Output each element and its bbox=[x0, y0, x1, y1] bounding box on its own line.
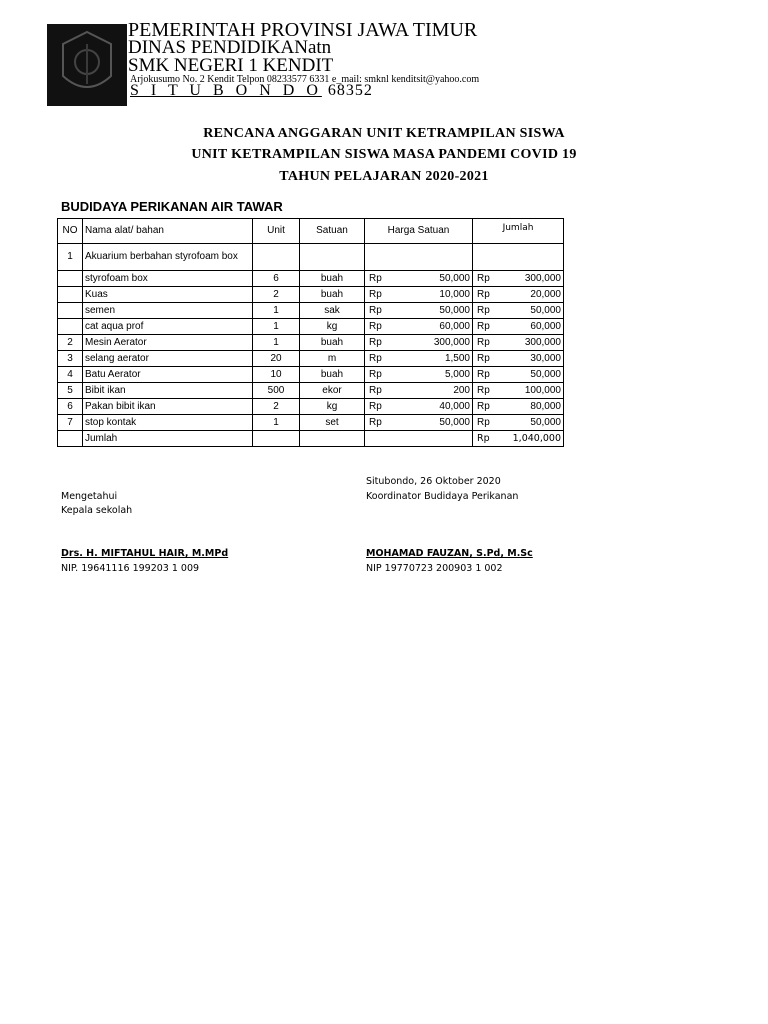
cell-no: 2 bbox=[58, 335, 83, 351]
cell-satuan: set bbox=[300, 415, 365, 431]
cell-harga bbox=[365, 271, 473, 287]
table-row bbox=[58, 351, 564, 367]
cell-jumlah bbox=[473, 351, 564, 367]
cell-jumlah bbox=[473, 287, 564, 303]
cell-unit: 6 bbox=[253, 271, 300, 287]
header-address: Arjokusumo No. 2 Kendit Telpon 08233577 6331 e_mail: smknl kenditsit@yahoo.com bbox=[130, 74, 480, 85]
header-government: PEMERINTAH PROVINSI JAWA TIMUR bbox=[128, 19, 478, 41]
jumlah-value: 80,000 bbox=[530, 400, 561, 412]
cell-jumlah bbox=[473, 415, 564, 431]
cell-no bbox=[58, 271, 83, 287]
cell-satuan: buah bbox=[300, 287, 365, 303]
cell-nama: styrofoam box bbox=[83, 271, 253, 287]
cell-harga bbox=[365, 244, 473, 271]
jumlah-value: 50,000 bbox=[530, 368, 561, 380]
document-title-3: TAHUN PELAJARAN 2020-2021 bbox=[279, 169, 489, 184]
cell-no: 4 bbox=[58, 367, 83, 383]
harga-value: 5,000 bbox=[444, 368, 470, 380]
total-label: Jumlah bbox=[83, 431, 253, 447]
cell-nama: Pakan bibit ikan bbox=[83, 399, 253, 415]
cell-nama: Kuas bbox=[83, 287, 253, 303]
cell-nama: Akuarium berbahan styrofoam box bbox=[83, 244, 253, 271]
header-harga: Harga Satuan bbox=[365, 219, 473, 244]
cell-harga bbox=[365, 319, 473, 335]
header-nama: Nama alat/ bahan bbox=[83, 219, 253, 244]
cell-nama: selang aerator bbox=[83, 351, 253, 367]
table-row bbox=[58, 319, 564, 335]
harga-value: 50,000 bbox=[439, 416, 470, 428]
header-city-line bbox=[130, 82, 373, 100]
cell-jumlah bbox=[473, 399, 564, 415]
left-label-2: Kepala sekolah bbox=[61, 505, 133, 516]
document-title-1: RENCANA ANGGARAN UNIT KETRAMPILAN SISWA bbox=[203, 126, 565, 141]
jumlah-value: 60,000 bbox=[530, 320, 561, 332]
harga-value: 50,000 bbox=[439, 272, 470, 284]
currency-label: Rp bbox=[369, 288, 382, 300]
place-date: Situbondo, 26 Oktober 2020 bbox=[366, 476, 501, 487]
harga-value: 50,000 bbox=[439, 304, 470, 316]
cell-jumlah bbox=[473, 303, 564, 319]
jumlah-value: 100,000 bbox=[524, 384, 561, 396]
section-title: BUDIDAYA PERIKANAN AIR TAWAR bbox=[61, 199, 283, 214]
table-row bbox=[58, 244, 564, 271]
currency-label: Rp bbox=[477, 368, 490, 380]
document-title-2: UNIT KETRAMPILAN SISWA MASA PANDEMI COVID 19 bbox=[191, 147, 577, 162]
harga-value: 1,500 bbox=[444, 352, 470, 364]
cell-harga bbox=[365, 351, 473, 367]
cell-no bbox=[58, 303, 83, 319]
cell-satuan: kg bbox=[300, 399, 365, 415]
currency-label: Rp bbox=[369, 416, 382, 428]
table-row bbox=[58, 303, 564, 319]
cell-no: 7 bbox=[58, 415, 83, 431]
jumlah-value: 30,000 bbox=[530, 352, 561, 364]
cell-satuan: sak bbox=[300, 303, 365, 319]
cell-jumlah bbox=[473, 335, 564, 351]
cell-satuan: kg bbox=[300, 319, 365, 335]
cell-harga bbox=[365, 287, 473, 303]
table-header-row bbox=[58, 219, 564, 244]
harga-value: 10,000 bbox=[439, 288, 470, 300]
right-label: Koordinator Budidaya Perikanan bbox=[366, 491, 519, 502]
currency-label: Rp bbox=[477, 336, 490, 348]
emblem-icon bbox=[47, 24, 127, 106]
cell-satuan bbox=[300, 244, 365, 271]
jumlah-value: 20,000 bbox=[530, 288, 561, 300]
currency-label: Rp bbox=[369, 304, 382, 316]
currency-label: Rp bbox=[477, 320, 490, 332]
header-zip: 68352 bbox=[327, 82, 373, 99]
currency-label: Rp bbox=[369, 320, 382, 332]
header-department: DINAS PENDIDIKANatn bbox=[128, 37, 332, 58]
cell-jumlah bbox=[473, 383, 564, 399]
cell-harga bbox=[365, 303, 473, 319]
header-city: S I T U B O N D O bbox=[130, 82, 322, 99]
header-satuan: Satuan bbox=[300, 219, 365, 244]
left-label-1: Mengetahui bbox=[61, 491, 118, 502]
jumlah-value: 50,000 bbox=[530, 304, 561, 316]
cell-harga bbox=[365, 367, 473, 383]
jumlah-value: 300,000 bbox=[524, 272, 561, 284]
right-signatory-name: MOHAMAD FAUZAN, S.Pd, M.Sc bbox=[366, 548, 533, 559]
currency-label: Rp bbox=[477, 272, 490, 284]
table-row bbox=[58, 383, 564, 399]
harga-value: 40,000 bbox=[439, 400, 470, 412]
currency-label: Rp bbox=[369, 352, 382, 364]
budget-table bbox=[57, 218, 564, 447]
currency-label: Rp bbox=[369, 384, 382, 396]
table-row bbox=[58, 287, 564, 303]
cell-unit: 2 bbox=[253, 399, 300, 415]
cell-no: 1 bbox=[58, 244, 83, 271]
cell-unit: 1 bbox=[253, 415, 300, 431]
currency-label: Rp bbox=[369, 336, 382, 348]
right-signatory-nip: NIP 19770723 200903 1 002 bbox=[366, 563, 503, 574]
header-unit: Unit bbox=[253, 219, 300, 244]
cell-nama: Mesin Aerator bbox=[83, 335, 253, 351]
cell-nama: Bibit ikan bbox=[83, 383, 253, 399]
cell-harga bbox=[365, 399, 473, 415]
cell-unit: 2 bbox=[253, 287, 300, 303]
cell-satuan: buah bbox=[300, 367, 365, 383]
cell-nama: stop kontak bbox=[83, 415, 253, 431]
cell-jumlah bbox=[473, 271, 564, 287]
cell-satuan: m bbox=[300, 351, 365, 367]
currency-label: Rp bbox=[477, 416, 490, 428]
currency-label: Rp bbox=[477, 288, 490, 300]
cell-harga bbox=[365, 415, 473, 431]
cell-no: 6 bbox=[58, 399, 83, 415]
table-row bbox=[58, 335, 564, 351]
total-value: 1,040,000 bbox=[512, 432, 561, 444]
header-jumlah: Jumlah bbox=[473, 219, 564, 244]
total-currency: Rp bbox=[477, 432, 490, 444]
currency-label: Rp bbox=[477, 304, 490, 316]
cell-nama: cat aqua prof bbox=[83, 319, 253, 335]
cell-nama: Batu Aerator bbox=[83, 367, 253, 383]
cell-unit: 500 bbox=[253, 383, 300, 399]
cell-harga bbox=[365, 335, 473, 351]
currency-label: Rp bbox=[369, 368, 382, 380]
cell-satuan: buah bbox=[300, 271, 365, 287]
table-total-row bbox=[58, 431, 564, 447]
cell-unit: 1 bbox=[253, 319, 300, 335]
jumlah-value: 50,000 bbox=[530, 416, 561, 428]
cell-harga bbox=[365, 383, 473, 399]
table-row bbox=[58, 415, 564, 431]
currency-label: Rp bbox=[477, 384, 490, 396]
cell-jumlah bbox=[473, 319, 564, 335]
header-school: SMK NEGERI 1 KENDIT bbox=[128, 55, 334, 76]
harga-value: 300,000 bbox=[433, 336, 470, 348]
harga-value: 200 bbox=[453, 384, 470, 396]
table-row bbox=[58, 367, 564, 383]
cell-no: 3 bbox=[58, 351, 83, 367]
cell-nama: semen bbox=[83, 303, 253, 319]
cell-satuan: buah bbox=[300, 335, 365, 351]
cell-jumlah bbox=[473, 244, 564, 271]
harga-value: 60,000 bbox=[439, 320, 470, 332]
table-row bbox=[58, 399, 564, 415]
left-signatory-nip: NIP. 19641116 199203 1 009 bbox=[61, 563, 200, 574]
cell-unit: 20 bbox=[253, 351, 300, 367]
cell-no bbox=[58, 319, 83, 335]
cell-unit bbox=[253, 244, 300, 271]
jumlah-value: 300,000 bbox=[524, 336, 561, 348]
left-signatory-name: Drs. H. MIFTAHUL HAIR, M.MPd bbox=[61, 548, 229, 559]
cell-no bbox=[58, 287, 83, 303]
currency-label: Rp bbox=[477, 352, 490, 364]
cell-unit: 1 bbox=[253, 303, 300, 319]
header-no: NO bbox=[58, 219, 83, 244]
currency-label: Rp bbox=[477, 400, 490, 412]
cell-unit: 10 bbox=[253, 367, 300, 383]
cell-satuan: ekor bbox=[300, 383, 365, 399]
currency-label: Rp bbox=[369, 400, 382, 412]
currency-label: Rp bbox=[369, 272, 382, 284]
school-logo bbox=[47, 24, 127, 106]
cell-jumlah bbox=[473, 367, 564, 383]
cell-no: 5 bbox=[58, 383, 83, 399]
table-row bbox=[58, 271, 564, 287]
cell-unit: 1 bbox=[253, 335, 300, 351]
